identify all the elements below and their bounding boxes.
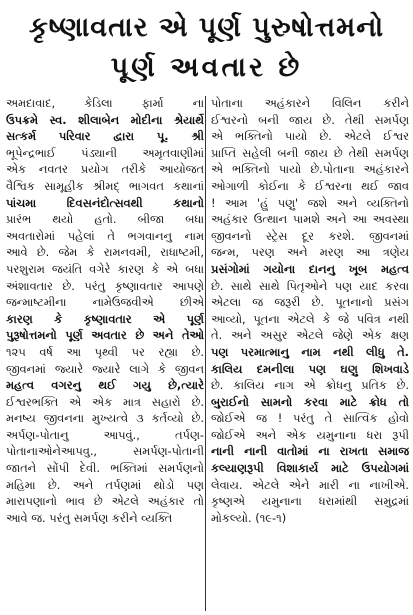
- text-line: જીવનનો સ્ટ્રેસ દૂર કરશે. જીવનમાં: [211, 228, 409, 243]
- text-line: એક નવતર પ્રયોગ તરીકે આયોજત: [6, 162, 204, 177]
- text-line: ભૂપેન્દ્રભાઈ પંડ્યાની અમૃતવાણીમાં: [6, 145, 204, 160]
- text-line: જોઈએ જ ! પરંતુ તે સાત્વિક હોવો: [211, 411, 409, 426]
- text-line: જન્મ, પરણ અને મરણ આ ત્રણેય: [211, 245, 409, 260]
- column-divider: [205, 96, 206, 611]
- text-line: મારાપણાનો ભાવ છે એટલે અહંકાર તો: [6, 494, 204, 509]
- article-left-column: [6, 95, 204, 526]
- text-line: ઓગાળી કોઈના કે ઈશ્વરના થઈ જાવ: [211, 178, 409, 193]
- text-line: જાતને સોંપી દેવી. ભક્તિમાં સમર્પણનો: [6, 461, 204, 476]
- text-line: નાની નાની વાતોમાં ના રાખતા સમાજ: [211, 444, 409, 459]
- text-line: પરશુરામ જયંતિ વગેરે કારણ કે એ બધા: [6, 261, 204, 276]
- text-line: પાંચમા દિવસનંદોત્સવથી કથાનો: [6, 195, 204, 210]
- text-line: પોતાના અહંકારને વિલિન કરીને: [211, 96, 409, 110]
- headline-line-2: પૂર્ણ અવતાર છે: [110, 52, 303, 83]
- text-line: અર્પણ-પોતાનુ આપવું., તર્પણ-: [6, 427, 204, 442]
- text-line: જન્માષ્ટમીના નામેઉજવીએ છીએ: [6, 295, 204, 310]
- text-line: અમદાવાદ, કેડિલા ફાર્મા ના: [6, 96, 204, 110]
- text-line: આવ્યો, પૂતના એટલે કે જે પવિત્ર નથી: [211, 311, 409, 326]
- text-line: અહંકાર ઉત્થાન પામશે અને આ અવસ્થા: [211, 212, 409, 227]
- text-line: મનષ્ય જીવનના મુખ્યત્વે ૩ કર્તવ્યો છે.: [6, 411, 204, 426]
- text-line: એ ભક્તિનો પાયો છે.પોતાના અહંકારને: [211, 162, 409, 177]
- text-line: કાલિય દમનીલા પણ ઘણુ શિખવાડે: [211, 361, 409, 376]
- text-line: વૈશ્વિક સામૂહીક શ્રીમદ્ ભાગવત કથાનાં: [6, 178, 204, 193]
- text-line: કૃષ્ણએ યમુનાના ધરામાંથી સમુદ્રમાં: [211, 494, 409, 509]
- article-right-column: [211, 95, 409, 526]
- text-line: ઈશ્વરનો બની જાય છે. તેથી સમર્પણ: [211, 112, 409, 127]
- text-line: અંશાવતાર છે. પરંતુ કૃષ્ણાવતાર આપણે: [6, 278, 204, 293]
- text-line: છે. સાથે સાથે પિતૃઓને પણ યાદ કરવા: [211, 278, 409, 293]
- headline-line-1: કૃષ્ણાવતાર એ પૂર્ણ પુરુષોત્તમનો: [28, 12, 385, 43]
- text-line: કલ્યાણરૂપી વિશાકાર્ય માટે ઉપયોગમાં: [211, 461, 409, 476]
- text-line: લેવાય. એટલે એને મારી ના નાખીએ.: [211, 477, 409, 492]
- text-line: ૧૨૫ વર્ષ આ પૃથ્વી પર રહ્યા છે.: [6, 344, 204, 359]
- text-line: પ્રાપ્તિ સહેલી બની જાય છે તેથી સમર્પણ: [211, 145, 409, 160]
- text-line: ! આમ 'હું પણુ' જશે અને વ્યક્તિનો: [211, 195, 409, 210]
- text-line: મહિમા છે. અને તર્પણમાં થોડો પણ: [6, 477, 204, 492]
- text-line: બુરાઈનો સામનો કરવા માટે ક્રોધ તો: [211, 394, 409, 409]
- text-line: પ્રસંગોમાં ગયોના દાનનુ ખૂબ મહત્વ: [211, 261, 409, 276]
- text-line: સત્કર્મ પરિવાર દ્વારા પૂ. શ્રી: [6, 129, 204, 144]
- text-line: પણ પરમાત્માનુ નામ નથી લીધુ તે.: [211, 344, 409, 359]
- text-line: છે. કાલિય નાગ એ ક્રોધનુ પ્રતિક છે.: [211, 378, 409, 393]
- text-line: જીવનમાં જ્યારે જ્યારે લાગે કે જીવન: [6, 361, 204, 376]
- text-line: પ્રારંભ થયો હતો. બીજા બધા: [6, 212, 204, 227]
- text-line: એ ભક્તિનો પાયો છે. એટલે ઈશ્વર: [211, 129, 409, 144]
- text-line: તે. અને અસુર એટલે જેણે એક ક્ષણ: [211, 328, 409, 343]
- text-line: અવતારોમાં પહેલાં તે ભગવાનનુ નામ: [6, 228, 204, 243]
- text-line: કારણ કે કૃષ્ણાવતાર એ પૂર્ણ: [6, 311, 204, 326]
- text-line: પોતાનાઓનેઆપવુ., સમર્પણ-પોતાની: [6, 444, 204, 459]
- text-line: મોકલ્યો. (૧૯-૧): [211, 510, 287, 525]
- text-line: ઈશ્વરભક્તિ એ એક માત્ર સહારો છે.: [6, 394, 204, 409]
- text-line: આવે છે. જેમ કે રામનવમી, રાધાષ્ટમી,: [6, 245, 204, 260]
- text-line: જોઈએ અને એક યમુનાના ધરા રૂપી: [211, 427, 409, 442]
- text-line: એટલા જ જરૂરી છે. પૂતનાનો પ્રસંગ: [211, 295, 409, 310]
- text-line: મહત્વ વગરનુ થઈ ગયુ છે,ત્યારે: [6, 378, 204, 393]
- text-line: પુરૂષોત્તમનો પૂર્ણ અવતાર છે અને તેઓ: [6, 328, 204, 343]
- text-line: આવે જ. પરંતુ સમર્પણ કરીને વ્યક્તિ: [6, 510, 173, 525]
- text-line: ઉપક્રમે સ્વ. શીલાબેન મોદીના શ્રેયાર્થે: [6, 112, 204, 127]
